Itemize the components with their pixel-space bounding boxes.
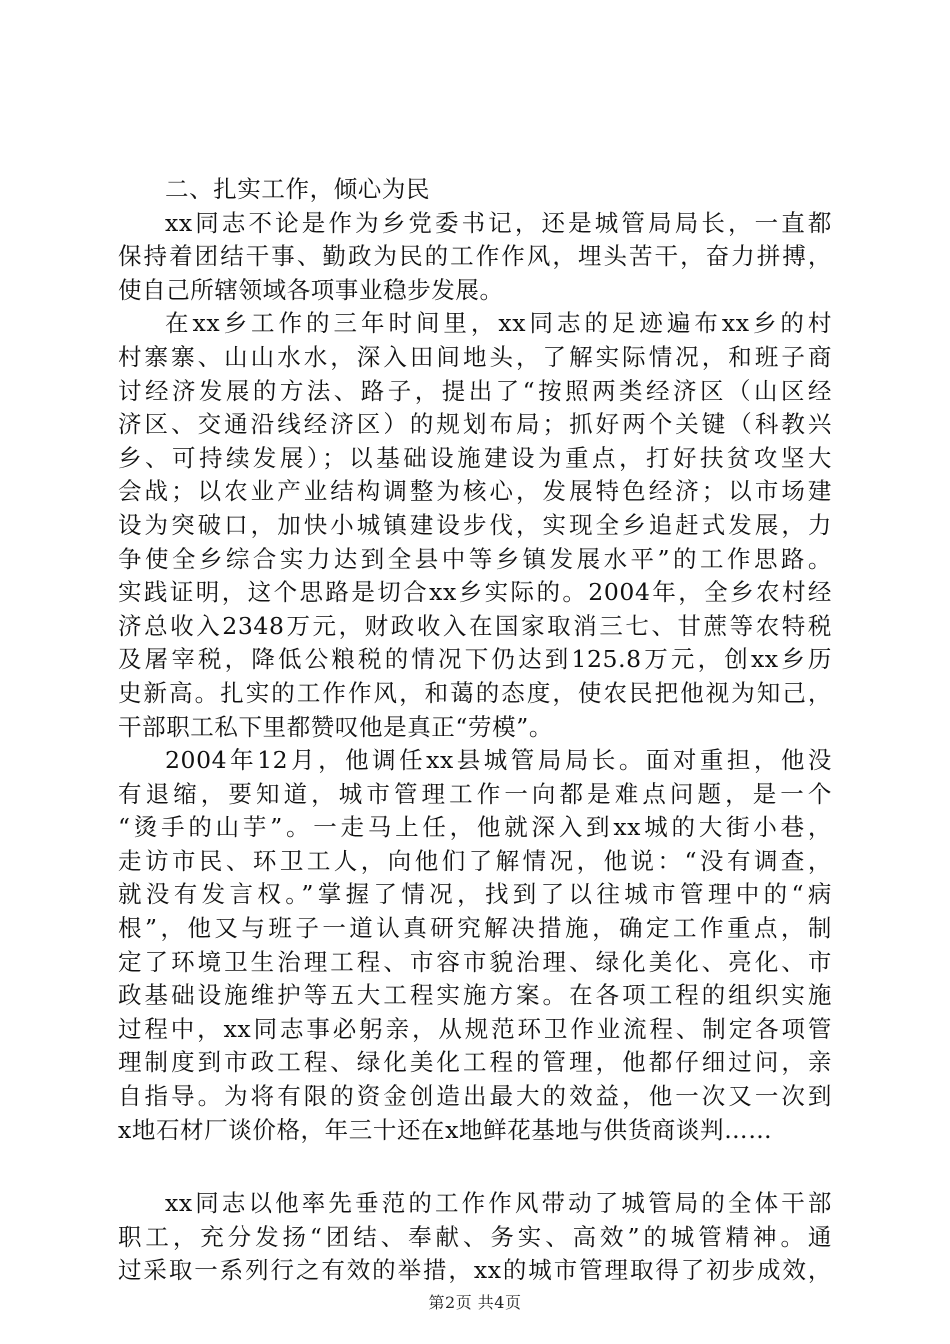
paragraph-line: “烫手的山芋”。一走马上任，他就深入到xx城的大街小巷，: [118, 813, 832, 842]
paragraph-line: 自指导。为将有限的资金创造出最大的效益，他一次又一次到: [118, 1082, 832, 1111]
paragraph-line: 保持着团结干事、勤政为民的工作作风，埋头苦干，奋力拼搏，: [118, 242, 832, 271]
paragraph-line: 干部职工私下里都赞叹他是真正“劳模”。: [118, 712, 553, 741]
paragraph-line: xx同志不论是作为乡党委书记，还是城管局局长，一直都: [165, 208, 832, 237]
paragraph-line: 就没有发言权。”掌握了情况，找到了以往城市管理中的“病: [118, 880, 832, 909]
paragraph-line: 乡、可持续发展）；以基础设施建设为重点，打好扶贫攻坚大: [118, 443, 832, 472]
paragraph-3: [118, 744, 832, 1147]
paragraph-line: 政基础设施维护等五大工程实施方案。在各项工程的组织实施: [118, 981, 832, 1010]
paragraph-line: 及屠宰税，降低公粮税的情况下仍达到125.8万元，创xx乡历: [118, 645, 832, 674]
paragraph-line: 实践证明，这个思路是切合xx乡实际的。2004年，全乡农村经: [118, 578, 832, 607]
paragraph-line: 设为突破口，加快小城镇建设步伐，实现全乡追赶式发展，力: [118, 510, 832, 539]
section-heading: 二、扎实工作，倾心为民: [165, 175, 431, 203]
paragraph-4: [118, 1187, 832, 1288]
paragraph-line: xx同志以他率先垂范的工作作风带动了城管局的全体干部: [165, 1189, 832, 1218]
paragraph-line: x地石材厂谈价格，年三十还在x地鲜花基地与供货商谈判……: [118, 1115, 773, 1144]
paragraph-line: 使自己所辖领域各项事业稳步发展。: [118, 275, 504, 304]
document-body: [118, 173, 832, 1288]
paragraph-line: 走访市民、环卫工人，向他们了解情况，他说：“没有调查，: [118, 846, 832, 875]
paragraph-line: 济总收入2348万元，财政收入在国家取消三七、甘蔗等农特税: [118, 611, 832, 640]
paragraph-line: 2004年12月，他调任xx县城管局局长。面对重担，他没: [165, 746, 832, 775]
paragraph-line: 济区、交通沿线经济区）的规划布局；抓好两个关键（科教兴: [118, 410, 832, 439]
paragraph-line: 过采取一系列行之有效的举措，xx的城市管理取得了初步成效，: [118, 1256, 832, 1285]
paragraph-line: 有退缩，要知道，城市管理工作一向都是难点问题，是一个: [118, 779, 832, 808]
paragraph-2: [118, 307, 832, 744]
paragraph-line: 根”，他又与班子一道认真研究解决措施，确定工作重点，制: [118, 914, 832, 943]
paragraph-line: 定了环境卫生治理工程、市容市貌治理、绿化美化、亮化、市: [118, 947, 832, 976]
paragraph-gap: [118, 1147, 832, 1187]
paragraph-line: 史新高。扎实的工作作风，和蔼的态度，使农民把他视为知己，: [118, 678, 832, 707]
paragraph-line: 争使全乡综合实力达到全县中等乡镇发展水平”的工作思路。: [118, 544, 832, 573]
paragraph-line: 在xx乡工作的三年时间里，xx同志的足迹遍布xx乡的村: [165, 309, 832, 338]
paragraph-line: 村寨寨、山山水水，深入田间地头，了解实际情况，和班子商: [118, 342, 832, 371]
paragraph-line: 理制度到市政工程、绿化美化工程的管理，他都仔细过问，亲: [118, 1048, 832, 1077]
paragraph-1: [118, 207, 832, 308]
paragraph-line: 职工，充分发扬“团结、奉献、务实、高效”的城管精神。通: [118, 1222, 832, 1251]
page-footer: 第2页 共4页: [428, 1293, 522, 1312]
paragraph-line: 会战；以农业产业结构调整为核心，发展特色经济；以市场建: [118, 477, 832, 506]
paragraph-line: 过程中，xx同志事必躬亲，从规范环卫作业流程、制定各项管: [118, 1014, 832, 1043]
paragraph-line: 讨经济发展的方法、路子，提出了“按照两类经济区（山区经: [118, 376, 832, 405]
